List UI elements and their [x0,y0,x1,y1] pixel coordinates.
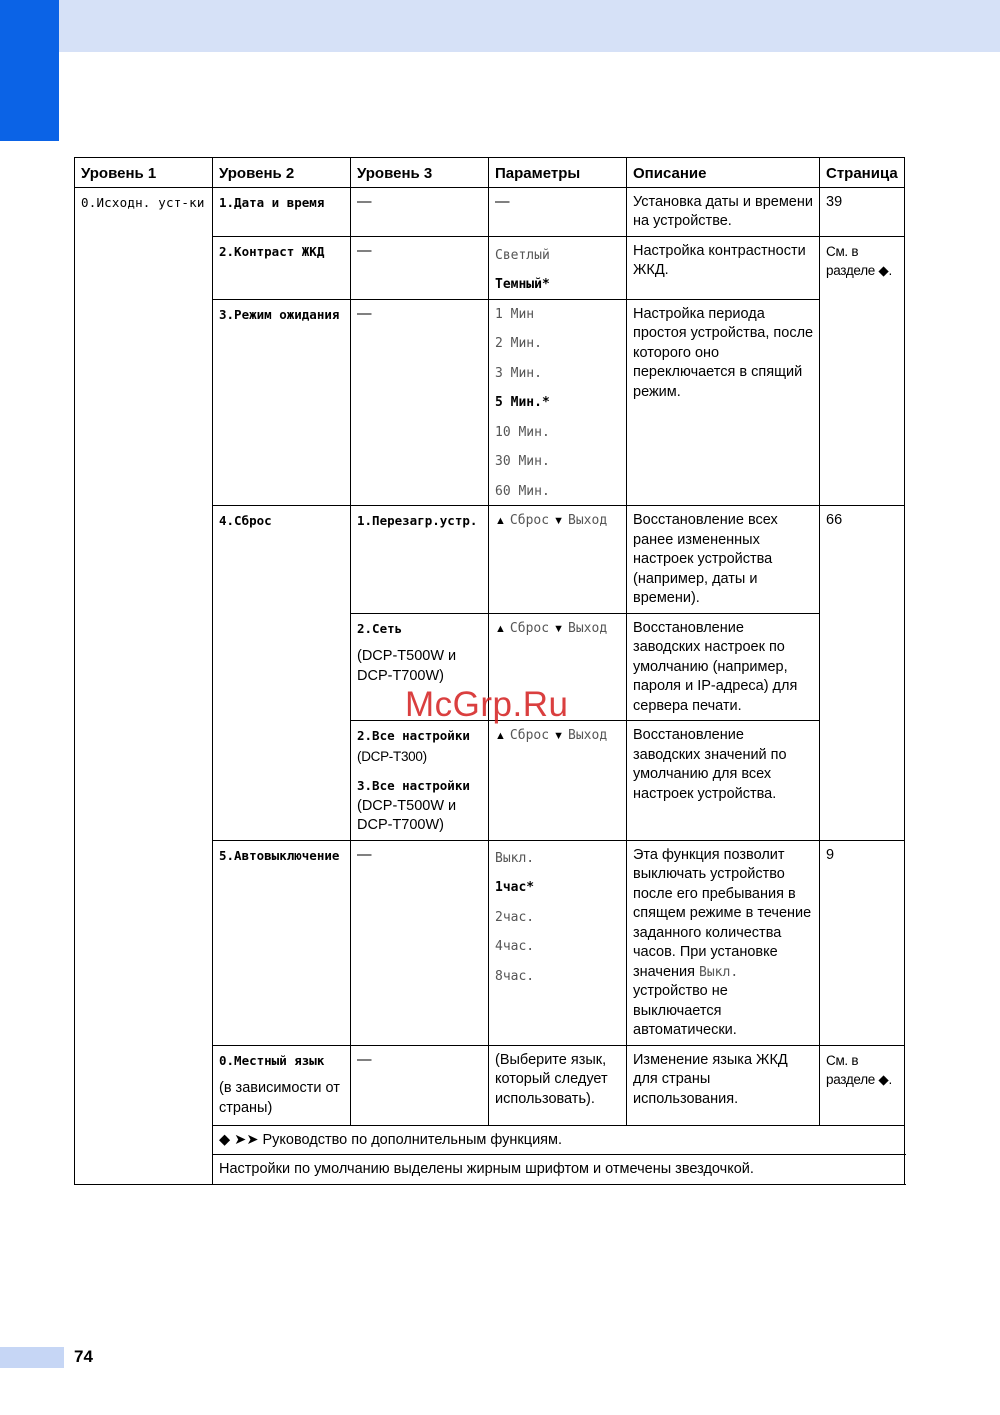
option-sleep-10: 10 Мин. [495,424,550,440]
option-off: Выкл. [495,850,535,866]
option-sleep-3: 3 Мин. [495,365,542,381]
level3-all-cell [351,721,489,841]
page-reset: 66 [820,506,905,841]
chapter-tab [0,0,59,141]
level3-network: 2.Сеть [357,620,403,636]
exit-option: Выход [568,513,608,528]
header-level2: Уровень 2 [213,158,351,188]
params-reboot [489,506,627,614]
level3-all-t300: 2.Все настройки [357,728,470,743]
option-light: Светлый [495,247,550,263]
level3-reboot: 1.Перезагр.устр. [357,513,478,528]
header-params: Параметры [489,158,627,188]
table-row [75,187,905,236]
level3-lcd: — [351,236,489,299]
header-band [0,0,1000,52]
params-lcd [489,236,627,299]
option-2h: 2час. [495,909,535,925]
level2-lang-note: (в зависимости от страны) [219,1080,340,1116]
page-date: 39 [820,187,905,236]
up-triangle-icon: ▲ [495,622,506,635]
reset-option: Сброс [509,513,550,528]
level2-sleep: 3.Режим ожидания [219,306,340,322]
desc-autooff-a: Эта функция позволит выключать устройство после его пребывания в спящем режиме в течение заданного количества часов. При установке значения [633,846,812,980]
level3-date: — [351,187,489,236]
page-number: 74 [74,1347,93,1366]
level3-sleep: — [351,299,489,506]
exit-option: Выход [568,728,608,743]
level1-cell [75,187,213,1184]
desc-autooff-b: устройство не выключается автоматически. [633,983,737,1038]
page-lang: См. в разделе ◆. [820,1045,905,1125]
level1-label: 0.Исходн. уст-ки [81,194,205,210]
header-level3: Уровень 3 [351,158,489,188]
level3-autooff: — [351,840,489,1045]
level2-date: 1.Дата и время [219,194,325,210]
option-4h: 4час. [495,939,535,954]
down-triangle-icon: ▼ [553,730,564,742]
header-description: Описание [627,158,820,188]
desc-sleep: Настройка периода простоя устройства, после которого оно переключается в спящий режим. [627,299,820,506]
level3-all-t500: 3.Все настройки [357,778,470,793]
settings-table [74,157,905,1185]
down-triangle-icon: ▼ [553,622,564,635]
level2-autooff: 5.Автовыключение [219,847,340,863]
option-dark: Темный* [495,277,550,292]
level3-all-t300-note: (DCP-T300) [357,748,427,764]
option-sleep-1: 1 Мин [495,306,535,322]
level3-lang: — [351,1045,489,1125]
level2-reset: 4.Сброс [219,513,272,528]
watermark: McGrp.Ru [405,685,569,724]
params-autooff [489,840,627,1045]
option-sleep-5: 5 Мин.* [495,395,550,410]
desc-lang: Изменение языка ЖКД для страны использования. [627,1045,820,1125]
level2-lang: 0.Местный язык [219,1052,325,1068]
desc-date: Установка даты и времени на устройстве. [627,187,820,236]
level3-all-t500-note: (DCP-T500W и DCP-T700W) [357,797,457,833]
note-guide: ◆ ➤➤ Руководство по дополнительным функциям. [213,1125,905,1155]
params-date: — [489,187,627,236]
option-sleep-60: 60 Мин. [495,483,550,499]
desc-network: Восстановление заводских настроек по умолчанию (например, пароля и IP-адреса) для сервера печати. [627,613,820,721]
exit-option: Выход [568,620,608,636]
desc-lcd: Настройка контрастности ЖКД. [627,236,820,299]
params-sleep [489,299,627,506]
page-lcd: См. в разделе ◆. [820,236,905,506]
header-level1: Уровень 1 [75,158,213,188]
level3-network-note: (DCP-T500W и DCP-T700W) [357,648,457,684]
page-autooff: 9 [820,840,905,1045]
desc-all: Восстановление заводских значений по умолчанию для всех настроек устройства. [627,721,820,841]
option-sleep-30: 30 Мин. [495,454,550,469]
params-lang: (Выберите язык, который следует использовать). [489,1045,627,1125]
option-sleep-2: 2 Мин. [495,336,542,351]
option-8h: 8час. [495,968,535,984]
level2-lcd: 2.Контраст ЖКД [219,243,325,259]
desc-autooff-mono: Выкл. [699,964,739,980]
params-all [489,721,627,841]
up-triangle-icon: ▲ [495,515,506,527]
reset-option: Сброс [509,620,550,636]
desc-autooff [627,840,820,1045]
table-header-row [75,158,905,188]
note-defaults: Настройки по умолчанию выделены жирным шрифтом и отмечены звездочкой. [213,1155,905,1185]
level2-lang-cell [213,1045,351,1125]
header-page: Страница [820,158,905,188]
option-1h: 1час* [495,880,535,895]
up-triangle-icon: ▲ [495,730,506,742]
down-triangle-icon: ▼ [553,515,564,527]
page-number-tab [0,1347,64,1368]
desc-reboot: Восстановление всех ранее измененных настроек устройства (например, даты и времени). [627,506,820,614]
reset-option: Сброс [509,728,550,743]
